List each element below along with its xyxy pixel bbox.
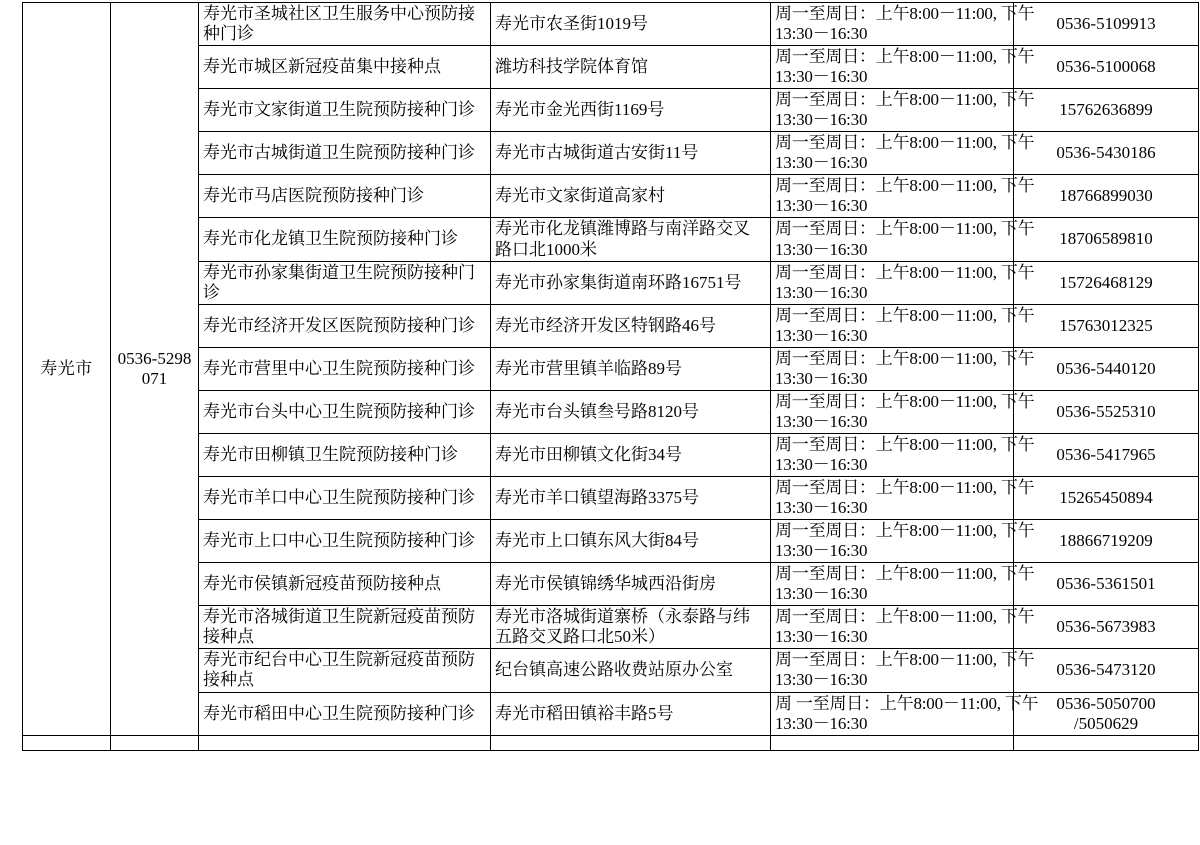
phone-cell: 0536-5109913 [1014,3,1199,46]
hours-line-2: 13:30－16:30 [775,498,868,518]
phone-cell: 15763012325 [1014,304,1199,347]
table-row [23,477,1199,520]
hours-cell [771,477,1035,520]
phone-cell: 18766899030 [1014,175,1199,218]
address-cell: 寿光市化龙镇潍博路与南洋路交叉路口北1000米 [491,218,771,261]
hours-cell [771,649,1035,692]
table-row [23,3,1199,46]
address-cell: 寿光市上口镇东风大街84号 [491,520,771,563]
table-row [23,390,1199,433]
hours-cell-next [771,735,1014,750]
hours-cell [771,218,1035,261]
hours-line-1: 周 一至周日：上午8:00－11:00, 下午 [775,693,1039,713]
phone-cell: 15265450894 [1014,477,1199,520]
hours-line-1: 周一至周日：上午8:00－11:00, 下午 [775,478,1035,498]
address-cell: 寿光市羊口镇望海路3375号 [491,477,771,520]
phone-cell: 18706589810 [1014,218,1199,261]
site-cell: 寿光市经济开发区医院预防接种门诊 [199,304,491,347]
site-cell: 寿光市营里中心卫生院预防接种门诊 [199,347,491,390]
phone-cell: 0536-5525310 [1014,390,1199,433]
hours-cell [771,563,1035,606]
hours-line-1: 周一至周日：上午8:00－11:00, 下午 [775,90,1035,110]
address-cell: 寿光市田柳镇文化街34号 [491,433,771,476]
site-cell: 寿光市台头中心卫生院预防接种门诊 [199,390,491,433]
table-row [23,175,1199,218]
site-cell: 寿光市圣城社区卫生服务中心预防接种门诊 [199,3,491,46]
site-cell: 寿光市田柳镇卫生院预防接种门诊 [199,433,491,476]
phone-cell: 0536-5473120 [1014,649,1199,692]
site-cell: 寿光市纪台中心卫生院新冠疫苗预防接种点 [199,649,491,692]
table-row [23,692,1199,735]
table-row [23,563,1199,606]
hours-line-2: 13:30－16:30 [775,368,868,388]
address-cell: 寿光市营里镇羊临路89号 [491,347,771,390]
address-cell: 潍坊科技学院体育馆 [491,46,771,89]
phone-cell: 0536-5417965 [1014,433,1199,476]
hours-line-1: 周一至周日：上午8:00－11:00, 下午 [775,262,1035,282]
hours-line-2: 13:30－16:30 [775,153,868,173]
hours-cell [771,46,1035,89]
hotline-cell-next [111,735,199,750]
address-cell: 寿光市农圣街1019号 [491,3,771,46]
site-cell: 寿光市稻田中心卫生院预防接种门诊 [199,692,491,735]
phone-line-1: 0536-5050700 [1056,693,1156,713]
table-row-partial [23,735,1199,750]
site-cell-next [199,735,491,750]
hours-line-2: 13:30－16:30 [775,713,868,733]
region-cell-next [23,735,111,750]
hours-line-2: 13:30－16:30 [775,584,868,604]
hours-line-2: 13:30－16:30 [775,67,868,87]
site-cell: 寿光市马店医院预防接种门诊 [199,175,491,218]
hours-line-1: 周一至周日：上午8:00－11:00, 下午 [775,521,1035,541]
hours-line-1: 周一至周日：上午8:00－11:00, 下午 [775,391,1035,411]
table-row [23,433,1199,476]
hours-line-1: 周一至周日：上午8:00－11:00, 下午 [775,348,1035,368]
phone-cell: 0536-5100068 [1014,46,1199,89]
hours-cell [771,3,1035,46]
hours-cell [771,520,1035,563]
table-row [23,89,1199,132]
phone-cell: 15762636899 [1014,89,1199,132]
document-page [0,2,1200,845]
site-cell: 寿光市古城街道卫生院预防接种门诊 [199,132,491,175]
table-row [23,649,1199,692]
table-row [23,218,1199,261]
hours-line-2: 13:30－16:30 [775,239,868,259]
table-row [23,46,1199,89]
site-cell: 寿光市上口中心卫生院预防接种门诊 [199,520,491,563]
table-row [23,520,1199,563]
site-cell: 寿光市孙家集街道卫生院预防接种门诊 [199,261,491,304]
hours-cell [771,304,1035,347]
address-cell: 寿光市台头镇叁号路8120号 [491,390,771,433]
hours-line-1: 周一至周日：上午8:00－11:00, 下午 [775,47,1035,67]
hours-line-2: 13:30－16:30 [775,110,868,130]
phone-cell-next [1014,735,1199,750]
hours-cell [771,261,1035,304]
hours-line-1: 周一至周日：上午8:00－11:00, 下午 [775,305,1035,325]
hours-cell [771,606,1035,649]
address-cell: 寿光市文家街道高家村 [491,175,771,218]
hours-cell [771,132,1035,175]
region-cell: 寿光市 [23,3,111,736]
hours-cell [771,89,1035,132]
hours-line-1: 周一至周日：上午8:00－11:00, 下午 [775,219,1035,239]
site-cell: 寿光市洛城街道卫生院新冠疫苗预防接种点 [199,606,491,649]
hours-line-2: 13:30－16:30 [775,670,868,690]
site-cell: 寿光市城区新冠疫苗集中接种点 [199,46,491,89]
table-row [23,304,1199,347]
address-cell: 寿光市稻田镇裕丰路5号 [491,692,771,735]
hours-line-2: 13:30－16:30 [775,282,868,302]
hours-line-2: 13:30－16:30 [775,541,868,561]
hours-line-2: 13:30－16:30 [775,454,868,474]
hours-line-1: 周一至周日：上午8:00－11:00, 下午 [775,607,1035,627]
address-cell: 寿光市侯镇锦绣华城西沿街房 [491,563,771,606]
address-cell: 寿光市洛城街道寨桥（永泰路与纬五路交叉路口北50米） [491,606,771,649]
phone-cell: 0536-5430186 [1014,132,1199,175]
hours-cell [771,347,1035,390]
hours-cell [771,433,1035,476]
site-cell: 寿光市文家街道卫生院预防接种门诊 [199,89,491,132]
site-cell: 寿光市羊口中心卫生院预防接种门诊 [199,477,491,520]
hours-line-2: 13:30－16:30 [775,325,868,345]
phone-line-2: /5050629 [1073,713,1139,733]
hours-cell [771,175,1035,218]
table-row [23,132,1199,175]
hours-line-1: 周一至周日：上午8:00－11:00, 下午 [775,564,1035,584]
hours-line-2: 13:30－16:30 [775,411,868,431]
address-cell: 纪台镇高速公路收费站原办公室 [491,649,771,692]
address-cell: 寿光市金光西街1169号 [491,89,771,132]
phone-cell: 18866719209 [1014,520,1199,563]
address-cell-next [491,735,771,750]
phone-cell: 0536-5673983 [1014,606,1199,649]
table-row [23,261,1199,304]
site-cell: 寿光市侯镇新冠疫苗预防接种点 [199,563,491,606]
phone-cell: 0536-5440120 [1014,347,1199,390]
hours-line-1: 周一至周日：上午8:00－11:00, 下午 [775,4,1035,23]
hours-line-2: 13:30－16:30 [775,24,868,44]
table-row [23,606,1199,649]
table-body [23,3,1199,751]
site-cell: 寿光市化龙镇卫生院预防接种门诊 [199,218,491,261]
table-row [23,347,1199,390]
hours-line-1: 周一至周日：上午8:00－11:00, 下午 [775,176,1035,196]
hours-cell [771,692,1039,735]
address-cell: 寿光市古城街道古安街11号 [491,132,771,175]
phone-cell: 15726468129 [1014,261,1199,304]
phone-cell [1014,692,1199,735]
address-cell: 寿光市孙家集街道南环路16751号 [491,261,771,304]
hotline-cell: 0536-5298071 [111,3,199,736]
hours-cell [771,390,1035,433]
vaccination-sites-table [22,2,1199,751]
hours-line-2: 13:30－16:30 [775,627,868,647]
hours-line-1: 周一至周日：上午8:00－11:00, 下午 [775,650,1035,670]
address-cell: 寿光市经济开发区特钢路46号 [491,304,771,347]
phone-cell: 0536-5361501 [1014,563,1199,606]
hours-line-1: 周一至周日：上午8:00－11:00, 下午 [775,133,1035,153]
hours-line-1: 周一至周日：上午8:00－11:00, 下午 [775,434,1035,454]
hours-line-2: 13:30－16:30 [775,196,868,216]
